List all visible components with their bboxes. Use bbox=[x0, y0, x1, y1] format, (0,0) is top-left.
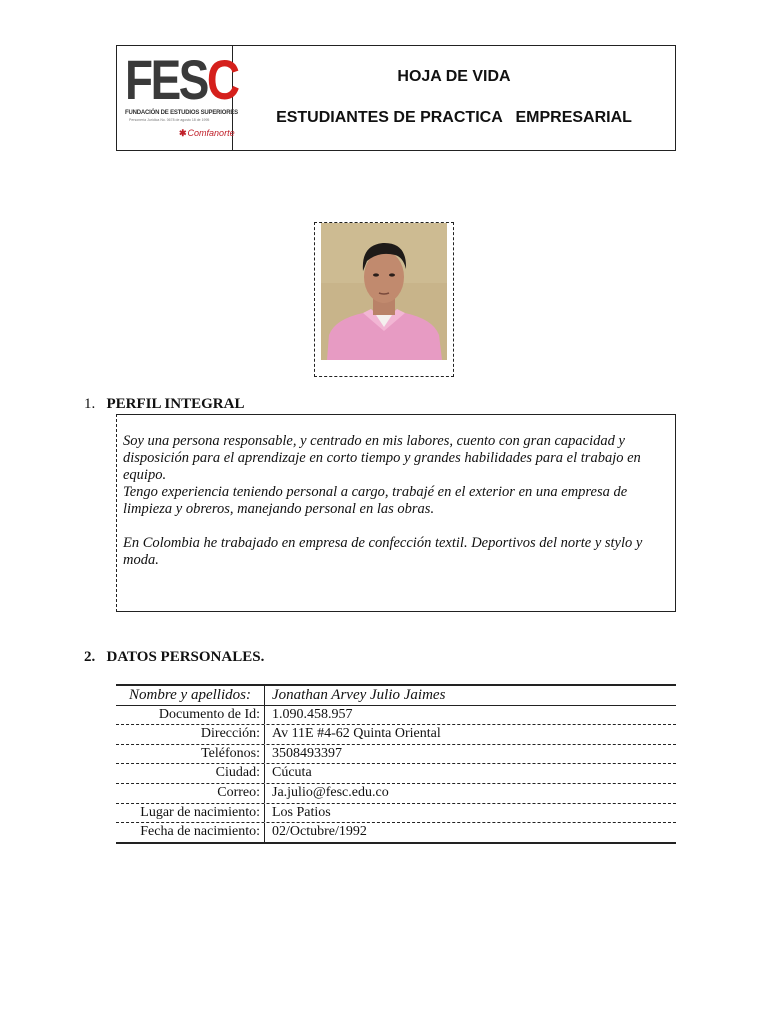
section-perfil-title: 1. PERFIL INTEGRAL bbox=[84, 396, 245, 412]
photo-frame bbox=[314, 222, 454, 377]
table-row: Lugar de nacimiento: Los Patios bbox=[116, 804, 676, 824]
table-row: Ciudad: Cúcuta bbox=[116, 764, 676, 784]
comfanorte-logo: ✱Comfanorte bbox=[179, 128, 235, 138]
table-row: Correo: Ja.julio@fesc.edu.co bbox=[116, 784, 676, 804]
profile-photo bbox=[321, 223, 447, 360]
table-row: Fecha de nacimiento: 02/Octubre/1992 bbox=[116, 823, 676, 844]
table-row: Nombre y apellidos: Jonathan Arvey Julio Jaimes bbox=[116, 684, 676, 706]
personal-data-table bbox=[116, 684, 676, 844]
logo-subtitle: FUNDACIÓN DE ESTUDIOS SUPERIORES bbox=[125, 110, 238, 116]
document-title: HOJA DE VIDA bbox=[397, 68, 511, 85]
perfil-paragraph-1: Soy una persona responsable, y centrado en mis labores, cuento con gran capacidad y disposición para el aprendizaje en corto tiempo y grandes habilidades para el trabajo en equipo. bbox=[123, 433, 641, 483]
table-row: Dirección: Av 11E #4-62 Quinta Oriental bbox=[116, 725, 676, 745]
table-row: Teléfonos: 3508493397 bbox=[116, 745, 676, 765]
perfil-paragraph-2: Tengo experiencia teniendo personal a cargo, trabajé en el exterior en una empresa de limpieza y obreros, manejando personal en las obras. bbox=[123, 484, 628, 517]
logo-legal-text: Personería Jurídica No. 0678 de agosto 18 de 1995 bbox=[129, 118, 210, 122]
section-datos-title: 2. DATOS PERSONALES. bbox=[84, 649, 265, 665]
document-header bbox=[116, 45, 676, 151]
perfil-paragraph-3: En Colombia he trabajado en empresa de confección textil. Deportivos del norte y stylo y moda. bbox=[123, 535, 643, 568]
logo-wordmark: FESC bbox=[125, 48, 238, 111]
perfil-box bbox=[116, 414, 676, 612]
fesc-logo bbox=[117, 46, 238, 150]
document-subtitle: ESTUDIANTES DE PRACTICA EMPRESARIAL bbox=[276, 109, 632, 126]
table-row: Documento de Id: 1.090.458.957 bbox=[116, 706, 676, 726]
portrait-image bbox=[321, 223, 447, 360]
comfanorte-icon: ✱ bbox=[179, 128, 187, 138]
